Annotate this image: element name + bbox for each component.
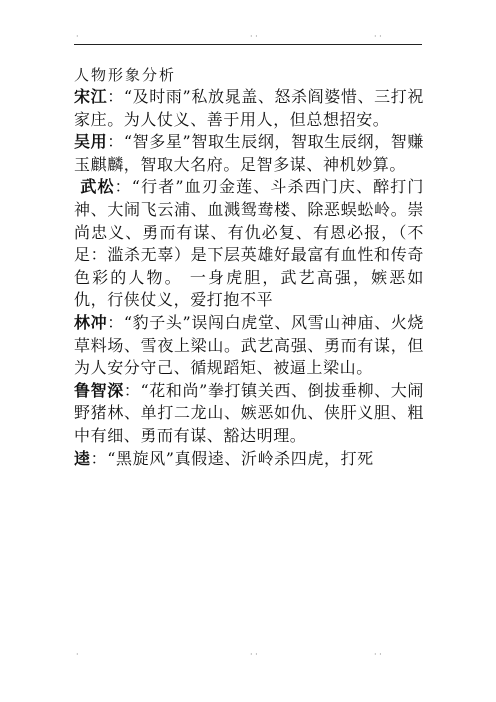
entry-text: “花和尚”拳打镇关西、倒拔垂柳、大闹野猪林、单打二龙山、嫉恶如仇、侠肝义胆、粗中有细、勇而有谋、豁达明理。 <box>74 380 424 445</box>
entry-separator: ： <box>123 380 141 400</box>
entry-separator: ： <box>107 87 124 106</box>
header-dot-right: · · <box>374 32 382 41</box>
entry-text: “黑旋风”真假逵、沂岭杀四虎，打死 <box>107 448 374 468</box>
entry-name: 逵 <box>74 448 91 468</box>
entry-li-kui <box>74 448 424 471</box>
entry-separator: ： <box>107 312 124 332</box>
footer-dot-right: · · <box>374 650 382 659</box>
footer-dot-left: · <box>76 650 79 659</box>
entry-wu-yong <box>74 131 424 176</box>
entry-lin-chong <box>74 312 424 380</box>
entry-name: 林冲 <box>74 312 108 332</box>
entry-text: “行者”血刃金莲、斗杀西门庆、醉打门神、大闹飞云浦、血溅鸳鸯楼、除恶蜈蚣岭。崇尚忠义、勇而有谋、有仇必复、有恩必报，（不足：滥杀无辜）是下层英雄好最富有血性和传奇色彩的人物。 一身虎胆，武艺高强，嫉恶如仇，行侠仗义，爱打抱不平 <box>74 177 424 310</box>
document-body <box>74 64 424 470</box>
entry-name: 鲁智深 <box>74 380 124 400</box>
entry-text: “智多星”智取生辰纲，智取生辰纲，智赚玉麒麟，智取大名府。足智多谋、神机妙算。 <box>74 132 424 174</box>
entry-song-jiang <box>74 86 424 131</box>
entry-wu-song <box>74 176 424 312</box>
entry-name: 宋江 <box>74 87 108 106</box>
entry-text: “及时雨”私放晁盖、怒杀阎婆惜、三打祝家庄。为人仗义、善于用人，但总想招安。 <box>74 87 424 129</box>
entry-separator: ： <box>114 177 132 197</box>
header-dot-middle: · · <box>250 32 258 41</box>
entry-name: 武松 <box>80 177 115 197</box>
footer-dots <box>74 650 422 660</box>
entry-lu-zhishen <box>74 380 424 448</box>
entry-separator: ： <box>90 448 108 468</box>
header-dots <box>74 32 422 42</box>
page-title: 人物形象分析 <box>74 66 177 84</box>
header-dot-left: · <box>76 32 79 41</box>
entry-name: 吴用 <box>74 132 108 152</box>
entry-text: “豹子头”误闯白虎堂、风雪山神庙、火烧草料场、雪夜上梁山。武艺高强、勇而有谋，但为人安分守己、循规蹈矩、被逼上梁山。 <box>74 312 424 378</box>
entry-separator: ： <box>107 132 124 152</box>
footer-dot-middle: · · <box>250 650 258 659</box>
header-rule <box>74 44 422 45</box>
